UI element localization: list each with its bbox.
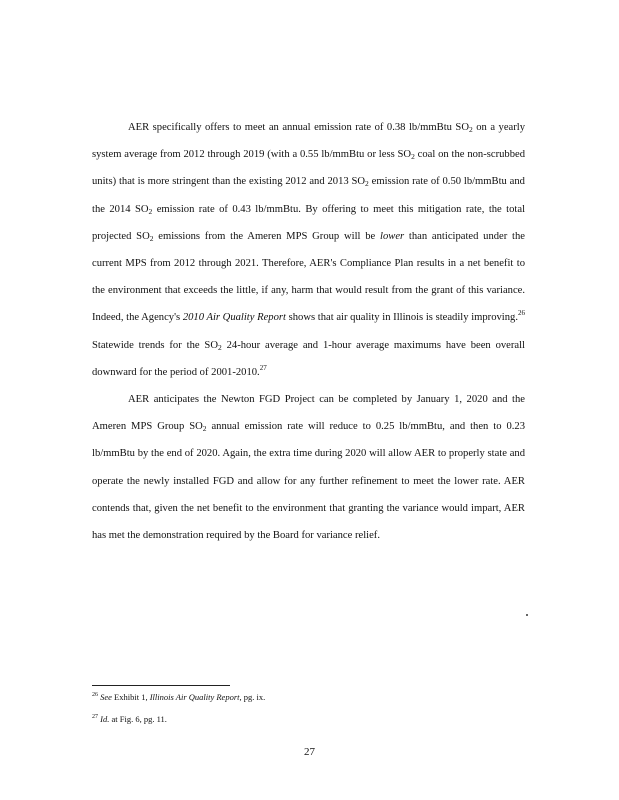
footnote-text: Exhibit 1, — [111, 692, 150, 702]
subscript: 2 — [202, 424, 207, 434]
subscript: 2 — [365, 179, 369, 189]
footnote-text: , pg. ix. — [239, 692, 266, 702]
footnote-title: Illinois Air Quality Report — [149, 692, 240, 702]
text-run: 24-hour average and 1-hour average maximums have been overall downward for the period of 2001-2010. — [92, 339, 525, 378]
text-run: coal on the non-scrubbed units) that is more stringent than the existing 2012 and 2013 SO — [92, 149, 525, 188]
footnote-27 — [92, 713, 167, 725]
footnote-signal: Id. — [100, 714, 110, 724]
text-run: AER specifically offers to meet an annual emission rate of 0.38 lb/mmBtu SO — [128, 122, 469, 133]
emphasis-lower: lower — [380, 230, 405, 242]
footnote-text: at Fig. 6, pg. 11. — [109, 714, 167, 724]
subscript: 2 — [411, 152, 415, 162]
footnote-ref-27[interactable]: 27 — [259, 363, 267, 372]
text-run: emissions from the Ameren MPS Group will be — [153, 230, 381, 242]
body-text — [92, 114, 525, 549]
footnote-number: 26 — [92, 692, 98, 698]
text-run: emission rate of 0.43 lb/mmBtu. By offering to meet this mitigation rate, the total projected SO — [92, 203, 526, 242]
paragraph-2 — [92, 386, 525, 549]
page-number: 27 — [304, 746, 315, 758]
subscript: 2 — [148, 206, 153, 216]
text-run: Statewide trends for the SO — [92, 339, 218, 351]
text-run: emission rate of 0.50 lb/mmBtu and the 2014 SO — [92, 176, 525, 215]
paragraph-1 — [92, 114, 525, 386]
text-run: on a yearly system average from 2012 through 2019 (with a 0.55 lb/mmBtu or less SO — [92, 122, 525, 161]
text-run: than anticipated under the current MPS from 2012 through 2021. Therefore, AER's Compliance Plan results in a net benefit to the environment that exceeds the little, if any, harm that would result from the grant of this variance. Indeed, the Agency's — [92, 230, 526, 324]
text-run: AER anticipates the Newton FGD Project can be completed by January 1, 2020 and the Ameren MPS Group SO — [92, 394, 525, 433]
text-run: annual emission rate will reduce to 0.25 lb/mmBtu, and then to 0.23 lb/mmBtu by the end of 2020. Again, the extra time during 2020 will allow AER to properly state and operate the newly installed FGD and allow for any further refinement to meet the lower rate. AER contends that, given the net benefit to the environment that granting the variance would impart, AER has met the demonstration required by the Board for variance relief. — [92, 421, 525, 542]
footnote-signal: See — [100, 692, 112, 702]
footnote-separator — [92, 685, 230, 686]
stray-mark — [526, 614, 528, 616]
text-run: shows that air quality in Illinois is steadily improving. — [285, 312, 518, 324]
subscript: 2 — [468, 125, 473, 134]
report-title: 2010 Air Quality Report — [182, 312, 286, 324]
footnote-26 — [92, 691, 265, 703]
subscript: 2 — [217, 342, 222, 352]
footnote-number: 27 — [92, 714, 98, 720]
footnote-ref-26[interactable]: 26 — [517, 309, 525, 318]
subscript: 2 — [149, 233, 154, 243]
